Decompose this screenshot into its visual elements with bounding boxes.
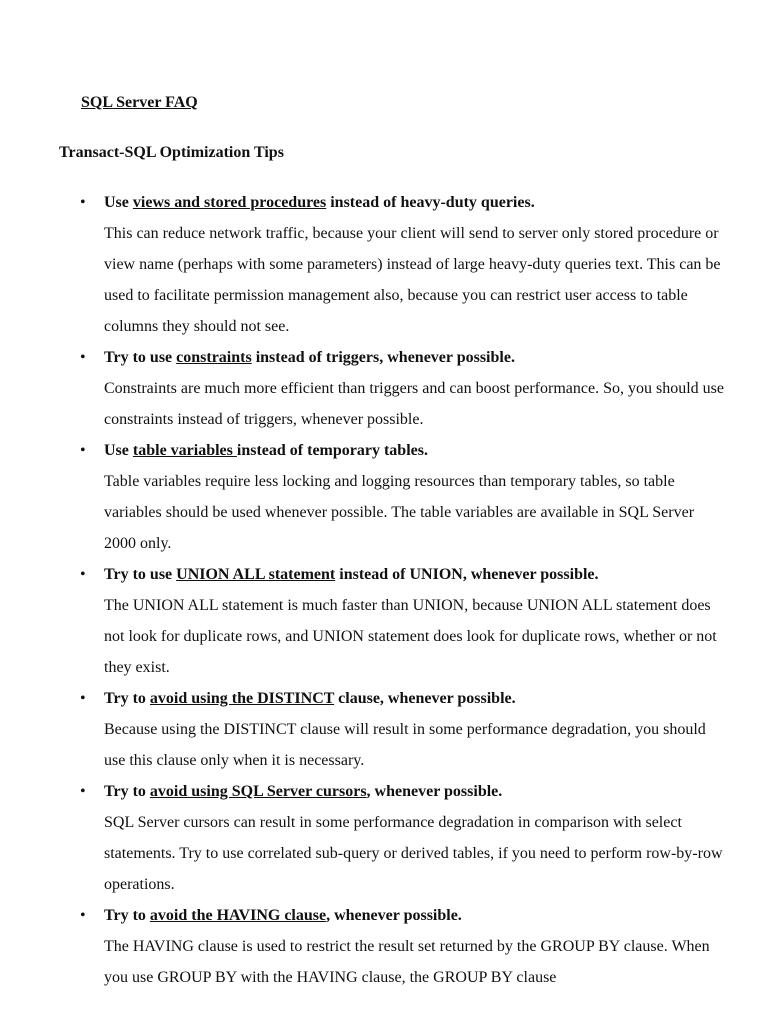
tip-heading-prefix: Try to	[104, 783, 150, 800]
tip-heading-suffix: instead of temporary tables.	[236, 442, 428, 459]
bullet-icon: •	[80, 907, 86, 924]
tip-item	[0, 559, 768, 683]
tip-heading-prefix: Try to	[104, 907, 150, 924]
tip-heading-suffix: clause, whenever possible.	[334, 690, 516, 707]
tip-heading-suffix: , whenever possible.	[326, 907, 462, 924]
tip-link[interactable]: table variables	[132, 442, 237, 459]
bullet-icon: •	[80, 690, 86, 707]
tip-heading-suffix: instead of triggers, whenever possible.	[251, 349, 515, 366]
tip-heading	[104, 342, 728, 373]
tip-body: SQL Server cursors can result in some performance degradation in comparison with select statements. Try to use correlated sub-query or derived tables, if you need to perform row-by-row operations.	[104, 814, 723, 893]
bullet-icon: •	[80, 194, 86, 211]
tip-heading	[104, 683, 728, 714]
tip-heading-prefix: Try to use	[104, 566, 177, 583]
tip-link[interactable]: views and stored procedures	[132, 194, 327, 211]
tips-list	[0, 187, 768, 993]
bullet-icon: •	[80, 442, 86, 459]
tip-heading	[104, 187, 728, 218]
tip-body: The HAVING clause is used to restrict the result set returned by the GROUP BY clause. When you use GROUP BY with the HAVING clause, the GROUP BY clause	[104, 938, 710, 986]
tip-link[interactable]: avoid using SQL Server cursors	[149, 783, 367, 800]
tip-heading	[104, 435, 728, 466]
tip-heading	[104, 776, 728, 807]
tip-heading	[104, 900, 728, 931]
tip-heading-suffix: instead of heavy-duty queries.	[326, 194, 535, 211]
tip-body: Constraints are much more efficient than triggers and can boost performance. So, you should use constraints instead of triggers, whenever possible.	[104, 380, 724, 428]
bullet-icon: •	[80, 783, 86, 800]
tip-heading-suffix: instead of UNION, whenever possible.	[335, 566, 599, 583]
section-title: Transact-SQL Optimization Tips	[59, 144, 284, 161]
tip-link[interactable]: UNION ALL statement	[176, 566, 336, 583]
tip-item	[0, 776, 768, 900]
tip-item	[0, 683, 768, 776]
tip-link[interactable]: avoid the HAVING clause	[149, 907, 327, 924]
bullet-icon: •	[80, 566, 86, 583]
tip-item	[0, 187, 768, 342]
tip-heading-prefix: Use	[104, 194, 133, 211]
tip-link[interactable]: constraints	[176, 349, 252, 366]
tip-heading-suffix: , whenever possible.	[366, 783, 503, 800]
tip-body: Because using the DISTINCT clause will result in some performance degradation, you should use this clause only when it is necessary.	[104, 721, 706, 769]
tip-body: Table variables require less locking and logging resources than temporary tables, so table variables should be used whenever possible. The table variables are available in SQL Server 2000 only.	[104, 473, 695, 552]
tip-heading-prefix: Use	[104, 442, 133, 459]
bullet-icon: •	[80, 349, 86, 366]
tip-body: This can reduce network traffic, because your client will send to server only stored procedure or view name (perhaps with some parameters) instead of large heavy-duty queries text. This can be used to facilitate permission management also, because you can restrict user access to table columns they should not see.	[104, 225, 721, 335]
tip-heading-prefix: Try to	[104, 690, 150, 707]
tip-item	[0, 342, 768, 435]
tip-heading	[104, 559, 728, 590]
tip-item	[0, 900, 768, 993]
tip-body: The UNION ALL statement is much faster than UNION, because UNION ALL statement does not look for duplicate rows, and UNION statement does look for duplicate rows, whether or not they exist.	[104, 597, 717, 676]
tip-link[interactable]: avoid using the DISTINCT	[149, 690, 335, 707]
tip-item	[0, 435, 768, 559]
faq-title: SQL Server FAQ	[81, 94, 198, 111]
tip-heading-prefix: Try to use	[104, 349, 177, 366]
